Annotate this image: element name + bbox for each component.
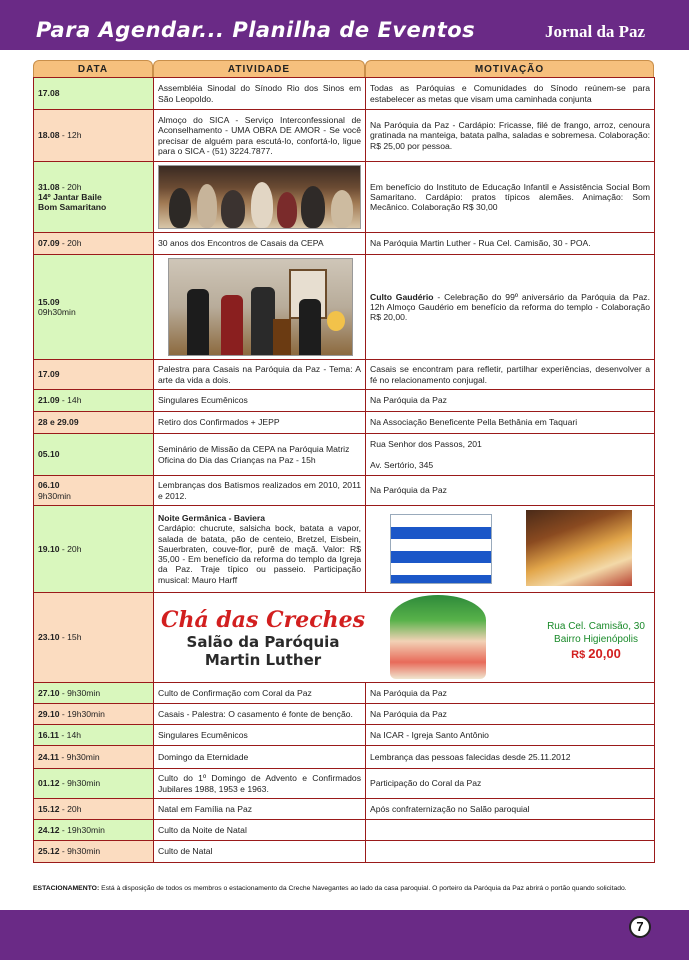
activity-cell: Retiro dos Confirmados + JEPP: [154, 412, 366, 434]
motivation-cell: Na Paróquia da Paz: [366, 683, 655, 704]
activity-cell: 30 anos dos Encontros de Casais da CEPA: [154, 233, 366, 255]
event-name: 14º Jantar Baile: [38, 191, 102, 202]
table-header: [33, 60, 654, 77]
motivation-cell: Na Paróquia da Paz: [366, 476, 655, 506]
date-cell: [34, 162, 154, 233]
date: 31.08: [38, 181, 60, 192]
date: 05.10: [38, 449, 60, 460]
date-cell: [34, 725, 154, 746]
time: - 12h: [59, 130, 82, 141]
date-cell: [34, 233, 154, 255]
date-cell: [34, 704, 154, 725]
activity-cell: Casais - Palestra: O casamento é fonte de benção.: [154, 704, 366, 725]
events-table: [33, 77, 655, 863]
time: - 14h: [59, 395, 82, 406]
table-row: [34, 390, 655, 412]
table-row: [34, 434, 655, 476]
motivation-cell: Em benefício do Instituto de Educação Infantil e Assistência Social Bom Samaritano. Cardápio: pratos típicos alemães. Animação: Som Mecânico. Colaboração R$ 30,00: [366, 162, 655, 233]
activity-cell: Culto do 1º Domingo de Advento e Confirmados Jubilares 1988, 1953 e 1963.: [154, 769, 366, 799]
activity-cell: Almoço do SICA - Serviço Interconfessional de Aconselhamento - UMA OBRA DE AMOR - Se você precisar de alguém para escutá-lo, confortá-lo, ligue para o SICA - (51) 3224.7877.: [154, 110, 366, 162]
table-row: [34, 233, 655, 255]
time: - 20h: [59, 238, 82, 249]
motivation-line: Rua Senhor dos Passos, 201: [370, 439, 482, 450]
date-cell: [34, 476, 154, 506]
date-cell: [34, 746, 154, 769]
table-row: [34, 704, 655, 725]
table-row: [34, 476, 655, 506]
motivation-cell: Na Paróquia da Paz: [366, 390, 655, 412]
motivation-cell: Na Paróquia da Paz: [366, 704, 655, 725]
column-header-motivation: MOTIVAÇÃO: [365, 60, 654, 77]
activity-cell: [154, 506, 366, 593]
table-row: [34, 360, 655, 390]
date: 24.11: [38, 751, 60, 762]
activity-title: Noite Germânica - Baviera: [158, 512, 265, 523]
date-cell: [34, 841, 154, 863]
motivation-cell: [366, 434, 655, 476]
activity-cell: Palestra para Casais na Paróquia da Paz - Tema: A arte da vida a dois.: [154, 360, 366, 390]
motivation-text: - Celebração do 99º aniversário da Paróquia da Paz. 12h Almoço Gaudério em benefício da reforma do templo - Colaboração R$ 20,00.: [370, 291, 650, 323]
date-cell: [34, 799, 154, 820]
date: 15.09: [38, 296, 60, 307]
column-header-activity: ATIVIDADE: [153, 60, 365, 77]
date: 29.10: [38, 708, 60, 719]
dinner-party-photo: [158, 165, 361, 229]
promo-venue-name: Martin Luther: [204, 651, 322, 670]
activity-cell: Lembranças dos Batismos realizados em 2010, 2011 e 2012.: [154, 476, 366, 506]
motivation-cell: Na ICAR - Igreja Santo Antônio: [366, 725, 655, 746]
date: 27.10: [38, 687, 60, 698]
table-row: [34, 412, 655, 434]
motivation-cell: [366, 820, 655, 841]
date-cell: [34, 769, 154, 799]
worship-band-photo: [168, 258, 353, 356]
time: - 20h: [59, 543, 82, 554]
activity-cell: [154, 434, 366, 476]
table-row: [34, 820, 655, 841]
time: - 20h: [59, 803, 82, 814]
date-cell: [34, 412, 154, 434]
activity-cell: Culto da Noite de Natal: [154, 820, 366, 841]
motivation-cell: Participação do Coral da Paz: [366, 769, 655, 799]
date: 01.12: [38, 778, 60, 789]
cha-das-creches-banner: [158, 607, 368, 669]
motivation-cell: [366, 841, 655, 863]
motivation-cell: Todas as Paróquias e Comunidades do Sínodo reúnem-se para estabelecer as metas que visam uma caminhada conjunta: [366, 78, 655, 110]
promo-address: [526, 621, 655, 663]
motivation-cell: Lembrança das pessoas falecidas desde 25.11.2012: [366, 746, 655, 769]
promo-price: R$ 20,00: [571, 646, 621, 661]
date: 21.09: [38, 395, 60, 406]
activity-cell: Assembléia Sinodal do Sínodo Rio dos Sinos em São Leopoldo.: [154, 78, 366, 110]
table-row: [34, 683, 655, 704]
parking-footnote: [33, 885, 658, 892]
time: - 19h30min: [59, 824, 105, 835]
address-street: Rua Cel. Camisão, 30: [547, 621, 645, 632]
table-row: [34, 746, 655, 769]
date-cell: [34, 360, 154, 390]
time: - 14h: [59, 729, 82, 740]
footnote-label: ESTACIONAMENTO:: [33, 885, 100, 892]
date: 28 e 29.09: [38, 417, 79, 428]
page-number: 7: [629, 916, 651, 938]
activity-cell: Singulares Ecumênicos: [154, 725, 366, 746]
date: 19.10: [38, 543, 60, 554]
footer-bar: [0, 910, 689, 960]
date: 23.10: [38, 632, 60, 643]
activity-line: Seminário de Missão da CEPA na Paróquia Matriz: [158, 444, 350, 455]
date-cell: [34, 390, 154, 412]
table-row: [34, 110, 655, 162]
brand-name: Jornal da Paz: [545, 22, 646, 41]
promo-title: Chá das Creches: [161, 607, 365, 633]
date: 25.12: [38, 846, 60, 857]
header-bar: [0, 0, 689, 50]
date-cell: [34, 434, 154, 476]
time: - 9h30min: [59, 687, 101, 698]
time: - 9h30min: [59, 778, 101, 789]
date-cell: [34, 593, 154, 683]
date-cell: [34, 255, 154, 360]
date: 16.11: [38, 729, 60, 740]
table-row: [34, 841, 655, 863]
date-cell: [34, 683, 154, 704]
activity-cell: Domingo da Eternidade: [154, 746, 366, 769]
date: 06.10: [38, 480, 60, 491]
time: - 20h: [59, 181, 82, 192]
promo-venue: Salão da Paróquia: [186, 633, 340, 652]
time: - 9h30min: [59, 751, 100, 762]
date: 24.12: [38, 824, 60, 835]
column-header-date: DATA: [33, 60, 153, 77]
motivation-cell: Na Paróquia da Paz - Cardápio: Fricasse, filé de frango, arroz, cenoura gratinada na manteiga, batata palha, saladas e sobremesa. Colaboração: R$ 25,00 por pessoa.: [366, 110, 655, 162]
motivation-cell: Na Associação Beneficente Pella Bethânia em Taquari: [366, 412, 655, 434]
date: 15.12: [38, 803, 60, 814]
date: 17.08: [38, 88, 60, 99]
table-row: [34, 255, 655, 360]
date-cell: [34, 820, 154, 841]
table-row: [34, 593, 655, 683]
activity-cell: [154, 255, 366, 360]
table-row: [34, 162, 655, 233]
activity-cell: Culto de Natal: [154, 841, 366, 863]
time: - 19h30min: [59, 708, 105, 719]
motivation-highlight: Culto Gaudério: [370, 291, 434, 302]
motivation-line: Av. Sertório, 345: [370, 459, 434, 470]
table-row: [34, 799, 655, 820]
time: 09h30min: [38, 307, 76, 317]
date-cell: [34, 78, 154, 110]
date: 07.09: [38, 238, 60, 249]
activity-cell: Natal em Família na Paz: [154, 799, 366, 820]
motivation-cell: Casais se encontram para refletir, partilhar experiências, desenvolver a fé no relacionamento conjugal.: [366, 360, 655, 390]
activity-text: Cardápio: chucrute, salsicha bock, batata a vapor, salada de batata, pão de centeio, Bretzel, Eisbein, Sauerbraten, couve-flor, purê de maçã. Valor: R$ 35,00 - Em benefício da reforma do templo da Igreja da Paz. Traje típico ou passeio. Participação musical: Mauro Harff: [158, 523, 361, 585]
motivation-cell: [366, 506, 655, 593]
time: - 15h: [59, 632, 82, 643]
activity-cell: [154, 162, 366, 233]
table-row: [34, 506, 655, 593]
date-cell: [34, 110, 154, 162]
footnote-text: Está à disposição de todos os membros o estacionamento da Creche Navegantes ao lado da casa paroquial. O porteiro da Paróquia da Paz abrirá o portão quando solicitado.: [99, 885, 627, 892]
page-title: Para Agendar... Planilha de Eventos: [36, 18, 476, 42]
motivation-cell: Na Paróquia Martin Luther - Rua Cel. Camisão, 30 - POA.: [366, 233, 655, 255]
activity-cell: Culto de Confirmação com Coral da Paz: [154, 683, 366, 704]
motivation-cell: Após confraternização no Salão paroquial: [366, 799, 655, 820]
time: - 9h30min: [59, 846, 101, 857]
beer-and-food-photo: [526, 510, 632, 586]
table-row: [34, 78, 655, 110]
date-cell: [34, 506, 154, 593]
promo-cell: [154, 593, 655, 683]
event-name: Bom Samaritano: [38, 202, 107, 213]
table-row: [34, 769, 655, 799]
date: 18.08: [38, 130, 60, 141]
activity-line: Oficina do Dia das Crianças na Paz - 15h: [158, 454, 316, 465]
bavarian-flag-image: [390, 514, 492, 584]
time: 9h30min: [38, 490, 71, 501]
motivation-cell: [366, 255, 655, 360]
address-district: Bairro Higienópolis: [554, 633, 638, 645]
date: 17.09: [38, 369, 60, 380]
children-umbrella-photo: [390, 595, 486, 679]
activity-cell: Singulares Ecumênicos: [154, 390, 366, 412]
table-row: [34, 725, 655, 746]
